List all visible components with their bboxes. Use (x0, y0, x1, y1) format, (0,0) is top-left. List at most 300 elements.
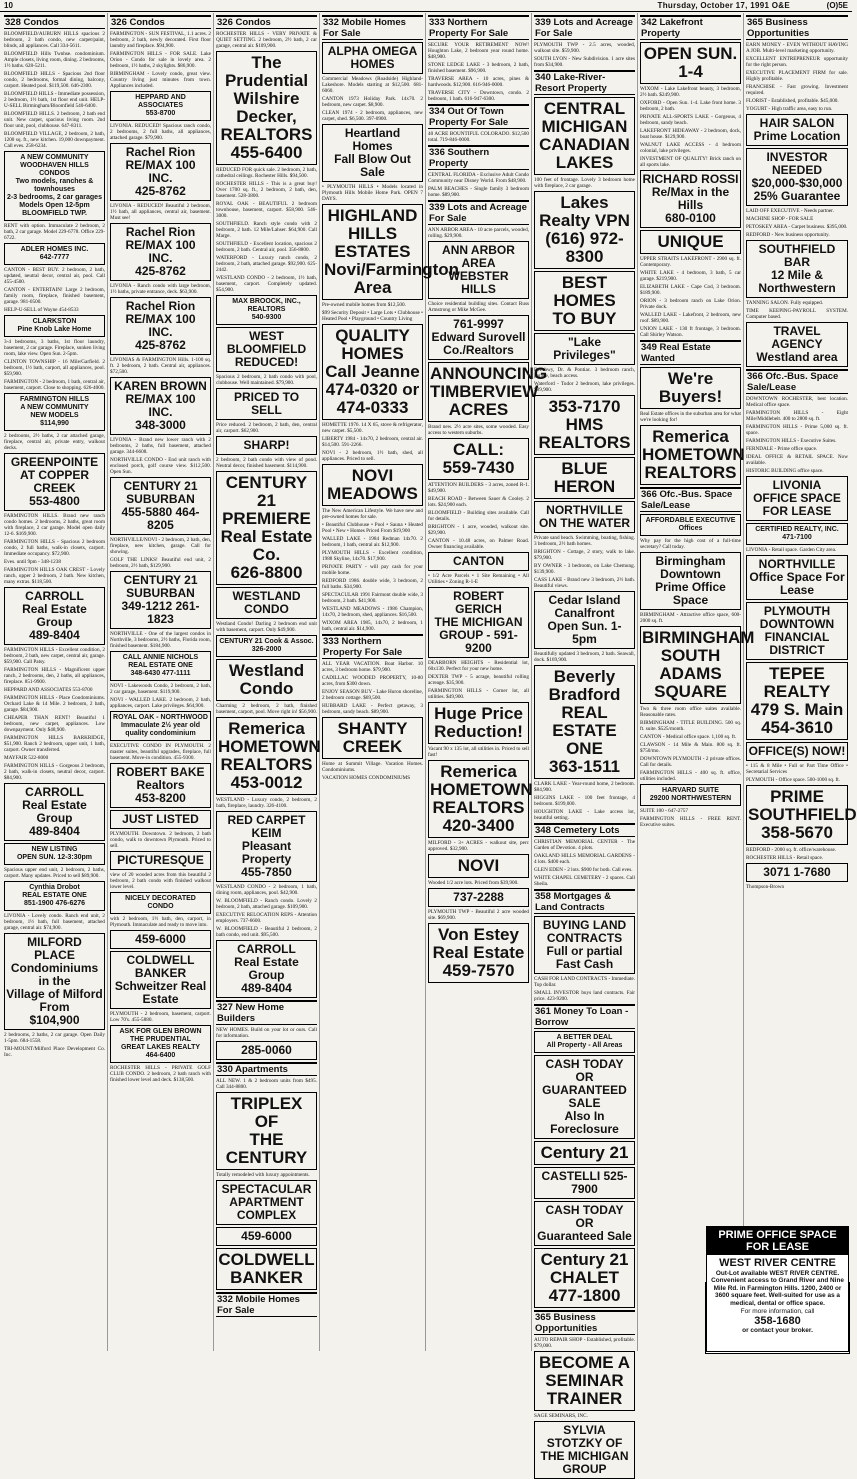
display-ad (322, 204, 460, 300)
ad-line: CARROLL (237, 942, 296, 956)
ad-line: TO BUY (552, 309, 617, 328)
promo-body: Out-Lot available WEST RIVER CENTRE. Convenient access to Grand River and Nine Mile Rd. in Farmington Hills. 1200, 2400 or 3600 square feet. Well-suited for use as a medical, dental or office space. (711, 1270, 844, 1307)
listing-text: EXECUTIVE CONDO IN PLYMOUTH. 2 master suites, beautiful upgrades, fireplace, full basement. Move-in condition. 455-9300. (110, 743, 211, 761)
ad-line: NORTHVILLE (758, 557, 836, 571)
ad-line: MILFORD PLACE (27, 935, 82, 962)
classified-listing (534, 867, 635, 873)
ad-line: OFFICE(S) NOW! (748, 744, 846, 758)
classified-listing (640, 142, 741, 154)
classified-listing (110, 557, 211, 569)
ad-line: CANTON (452, 554, 505, 568)
classified-listing (322, 184, 423, 202)
ad-line: 425-8762 (135, 338, 186, 352)
ad-line: 425-8762 (135, 184, 186, 198)
classified-listing (428, 482, 529, 494)
listing-text: WALLED LAKE - Lakefront, 2 bedroom, new roof. $89,900. (640, 312, 741, 324)
classified-listing (110, 697, 211, 709)
ad-line: Cynthia Drobot (29, 884, 80, 891)
ad-line: SOUTHFIELD BAR (758, 242, 836, 269)
classified-column (2, 13, 108, 1351)
listing-text: PLYMOUTH HILLS - Excellent condition, 1988 Skyline, 14x70. $17,900. (322, 550, 423, 562)
classified-listing (216, 703, 317, 715)
classified-listing (322, 564, 423, 576)
listing-text: LAKEFRONT HIDEAWAY - 2 bedroom, dock, boat house. $129,900. (640, 128, 741, 140)
listing-text: NOVI - WALLED LAKE. 2 bedroom, 2 bath, appliances, carport. Lake privileges. $64,900. (110, 697, 211, 709)
listing-text: CANTON - Medical office space. 1,100 sq. ft. (640, 734, 737, 740)
display-ad (216, 436, 317, 455)
display-ad (640, 514, 741, 536)
classified-listing (322, 550, 423, 562)
classified-listing (216, 275, 317, 293)
listing-text: Beechwy, Dr. & Pontiac. 3 bedroom ranch, garage, beach access. (534, 367, 635, 379)
ad-line: CENTURY 21 (225, 473, 308, 510)
classified-column (638, 13, 755, 1351)
ad-line: Edward Surovell Co./Realtors (431, 330, 526, 357)
section-heading: 328 Condos (4, 15, 105, 29)
ad-line: Lakes Realty VPN (539, 193, 630, 230)
classified-listing (428, 510, 529, 522)
ad-line: 3071 1-7680 (763, 865, 831, 879)
display-ad (534, 457, 635, 499)
listing-text: HISTORIC BUILDING office space. (746, 468, 824, 474)
listing-text: PALM BEACHES - Single family 3 bedroom home. $89,900. (428, 186, 529, 198)
classified-listing (4, 51, 105, 69)
classified-listing (746, 855, 848, 861)
ad-line: RE/MAX 100 INC. (125, 312, 196, 339)
ad-line: Rachel Rion (125, 225, 196, 239)
listing-text: CANTON 1973 Holiday Park. 14x70. 2 bedroom, new carpet. $8,900. (322, 96, 423, 108)
listing-text: DEARBORN HEIGHTS - Residential lot, 60x130. Perfect for your new home. (428, 660, 529, 672)
display-ad (110, 377, 211, 435)
classified-listing (110, 683, 211, 695)
classified-listing (4, 359, 105, 377)
section-heading: 327 New Home Builders (216, 1000, 317, 1025)
listing-text: Spacious 2 bedroom, 2 bath condo with pool, clubhouse. Well maintained. $79,900. (216, 374, 317, 386)
columns-container (2, 13, 857, 1476)
display-ad (4, 783, 105, 841)
display-ad (216, 1227, 317, 1246)
classified-column (744, 13, 857, 1351)
ad-line: ROBERT GERICH (453, 589, 504, 616)
classified-listing (216, 422, 317, 434)
ad-line: PRIME SOUTHFIELD (748, 787, 857, 824)
ad-line: 479 S. Main (750, 700, 844, 719)
listing-text: VACATION HOMES CONDOMINIUMS (322, 775, 411, 781)
display-ad (4, 843, 105, 865)
listing-text: ATTENTION BUILDERS - 3 acres, zoned R-1. $49,900. (428, 482, 529, 494)
classified-listing (4, 1032, 105, 1044)
display-ad (534, 1248, 635, 1308)
display-ad (746, 662, 848, 740)
listing-text: TRAVERSE AREA - 10 acres, pines & hardwoods. $12,900. 616-946-0000. (428, 76, 529, 88)
classified-listing (216, 797, 317, 809)
classified-listing (322, 450, 423, 462)
classified-listing (4, 559, 105, 565)
listing-text: LIVONIA - Brand new lower ranch with 2 bedrooms, 2 baths, full basement, attached garage. 344-6608. (110, 437, 211, 455)
classified-listing (640, 114, 741, 126)
listing-text: YOGURT - High traffic area, easy to run. (746, 106, 833, 112)
ad-line: 553-8700 (145, 110, 176, 117)
ad-line: BEST HOMES (553, 273, 616, 310)
listing-text: ELIZABETH LAKE - Cape Cod, 3 bedroom. $189,900. (640, 284, 741, 296)
classified-listing (640, 256, 741, 268)
ad-line: "Lake Privileges" (553, 335, 616, 362)
display-ad (746, 322, 848, 367)
classified-listing (322, 110, 423, 122)
promo-headline-1: PRIME OFFICE SPACE (718, 1229, 837, 1241)
classified-listing (746, 446, 848, 452)
ad-line: Heartland Homes (344, 126, 401, 153)
display-ad (216, 717, 321, 795)
listing-text: LIVONIA - Retail space. Garden City area. (746, 547, 837, 553)
listing-text: CANTON - BEST BUY. 2 bedroom, 2 bath, updated, neutral decor, central air, pool. Call 455-4500. (4, 267, 105, 285)
ad-line: CALL ANNIE NICHOLS (122, 654, 199, 661)
listing-text: PLYMOUTH TWP - Beautiful 2 acre wooded site. $69,900. (428, 909, 529, 921)
listing-text: FARMINGTON HILLS - FREE RENT. Executive suites. (640, 816, 741, 828)
ad-line: Immaculate 2½ year old quality condominium (121, 722, 200, 737)
ad-line: Real Estate Group (234, 955, 299, 982)
classified-listing (216, 167, 317, 179)
classified-column (426, 13, 548, 1351)
ad-line: 455-5880 464-8205 (121, 505, 200, 532)
listing-text: SOUTHFIELD. Ranch style condo with 2 bedroom, 2 bath. 12 Mile/Lahser. $64,900. Call Marge. (216, 221, 317, 239)
display-ad (428, 315, 529, 360)
listing-text: FERNDALE - Prime office space. (746, 446, 818, 452)
listing-text: EXECUTIVE PLACEMENT FIRM for sale. Highly profitable. (746, 70, 848, 82)
display-ad (534, 665, 635, 779)
ad-line: Birmingham Downtown (655, 554, 726, 581)
listing-text: 2 bedroom, 2 bath condo with view of pond. Neutral decor, finished basement. $114,900. (216, 457, 317, 469)
display-ad (110, 651, 211, 681)
ad-line: 29200 NORTHWESTERN (649, 795, 732, 802)
classified-listing (534, 1413, 635, 1419)
ad-line: BUYING LAND CONTRACTS (542, 918, 627, 945)
classified-listing (216, 201, 317, 219)
listing-text: AUTO REPAIR SHOP - Established, profitable. $79,000. (534, 1337, 635, 1349)
display-ad (110, 571, 211, 629)
ad-line: 455-6400 (230, 143, 303, 162)
classified-listing (428, 42, 529, 60)
classified-listing (746, 308, 848, 320)
ad-line: GUARANTEED SALE (542, 1083, 627, 1110)
ad-line: NEW LISTING (31, 846, 78, 853)
listing-text: CHRISTIAN MEMORIAL CENTER - The Garden of Devotion. 4 plots. (534, 839, 635, 851)
ad-line: QUALITY HOMES (335, 326, 410, 363)
listing-text: Two & three room office suites available. Reasonable rates. (640, 706, 741, 718)
ad-line: 285-0060 (241, 1043, 292, 1057)
ad-line: AT COPPER CREEK (19, 468, 90, 495)
ad-line: ROYAL OAK - NORTHWOOD (113, 714, 208, 721)
ad-line: $20,000-$30,000 (751, 176, 843, 190)
section-heading: 342 Lakefront Property (640, 15, 741, 40)
listing-text: MAYFAIR 522-8000 (4, 755, 49, 761)
listing-text: Waterford - Tudor 2 bedroom, lake privileges. $89,900. (534, 381, 635, 393)
display-ad (746, 863, 848, 882)
section-heading: 348 Cemetery Lots (534, 823, 635, 837)
listing-text: Charming 2 bedroom, 2 bath, finished basement, carport, pool. Move right in! $56,900. (216, 703, 317, 715)
listing-text: • Beautiful Clubhouse • Pool • Sauna • Heated Pool • New • Homes Priced From $19,900 (322, 522, 423, 534)
ad-line: 553-4800 (29, 494, 80, 508)
ad-line: A NEW COMMUNITY (20, 404, 89, 411)
display-ad (216, 1248, 317, 1290)
classified-listing (428, 131, 529, 143)
listing-text: Why pay for the high cost of a full-time secretary? Call today. (640, 538, 741, 550)
classified-listing (322, 536, 423, 548)
ad-line: Two models, ranches & townhouses (15, 178, 94, 193)
classified-listing (746, 232, 848, 238)
display-ad (216, 388, 317, 420)
classified-listing (216, 457, 317, 469)
ad-line: HOMETOWN REALTORS (218, 737, 321, 774)
ad-line: WEST BLOOMFIELD (226, 329, 307, 356)
listing-text: NORTHVILLE - One of the largest condos in Northville, 3 bedrooms, 2½ baths, Florida room, finished basement. $184,900. (110, 631, 211, 649)
display-ad (746, 555, 848, 600)
section-heading: 336 Southern Property (428, 145, 529, 170)
ad-line: 363-1511 (549, 757, 620, 776)
display-ad (110, 711, 211, 741)
listing-text: HIGGINS LAKE - 100 feet frontage, 4 bedroom. $199,000. (534, 795, 635, 807)
ad-line: Call Jeanne (325, 362, 420, 381)
classified-listing (640, 734, 741, 740)
listing-text: SOUTHFIELD - Excellent location, spacious 2 bedroom, 2 bath. Central air, pool. 356-8800. (216, 241, 317, 253)
classified-listing (534, 381, 635, 393)
ad-line: ROBERT BAKE (116, 765, 205, 779)
section-heading: 361 Money To Loan - Borrow (534, 1004, 635, 1029)
ad-line: We're Buyers! (658, 369, 723, 406)
classified-listing (428, 172, 529, 184)
ad-line: SPECTACULAR (221, 1182, 312, 1196)
classified-listing (640, 720, 741, 732)
classified-listing (322, 310, 423, 322)
ad-line: Remerica (440, 762, 517, 781)
ad-line: 12 Mile & Northwestern (758, 268, 836, 295)
listing-text: FLORIST - Established, profitable. $45,000. (746, 98, 839, 104)
listing-text: REDFORD 1986. double wide, 3 bedroom, 2 full baths. $34,900. (322, 578, 423, 590)
ad-line: CENTRAL MICHIGAN (541, 99, 628, 136)
ad-line: 761-9997 (453, 317, 504, 331)
section-heading: 339 Lots and Acreage For Sale (428, 200, 529, 225)
listing-text: WATERFORD - Luxury ranch condo, 2 bedroom, 2 bath, attached garage. $92,900. 625-2442. (216, 255, 317, 273)
ad-line: BIRMINGHAM (642, 628, 755, 647)
display-ad (428, 438, 529, 480)
ad-line: OR (575, 1216, 594, 1230)
listing-text: NORTHVILLE CONDO - End unit ranch with enclosed porch, golf course view. $112,500. Open Sun. (110, 457, 211, 475)
display-ad (534, 1167, 635, 1199)
listing-text: WALLED LAKE - 1984 Redman 14x70. 2 bedroom, 1 bath, central air. $12,900. (322, 536, 423, 548)
classified-listing (428, 62, 529, 74)
ad-line: DOWNTOWN FINANCIAL DISTRICT (759, 617, 835, 657)
listing-text: UPPER STRAITS LAKEFRONT - 2900 sq. ft. Contemporary. (640, 256, 741, 268)
listing-text: REDFORD - New business opportunity. (746, 232, 830, 238)
section-heading: 366 Ofc.-Bus. Space Sale/Lease (746, 369, 848, 394)
ad-line: 348-6430 477-1111 (130, 670, 191, 677)
display-ad (322, 324, 423, 420)
ad-line: INVESTOR NEEDED (766, 150, 828, 177)
display-ad (216, 471, 317, 585)
listing-text: UNION LAKE - 130 ft frontage, 3 bedroom. Call Shirley Watson. (640, 326, 741, 338)
ad-line: HEPPARD AND ASSOCIATES (135, 94, 186, 109)
classified-listing (746, 547, 848, 553)
ad-line: RE/MAX 100 INC. (125, 158, 196, 185)
ad-line: CALL: (453, 440, 504, 459)
display-ad (640, 170, 741, 228)
classified-column (214, 13, 320, 1351)
ad-line: RICHARD ROSSI (642, 172, 739, 186)
ad-line: 464-6400 (145, 1052, 176, 1059)
display-ad (110, 851, 211, 870)
ad-line: 642-7777 (39, 254, 70, 261)
listing-text: ENJOY SEASON BUY - Lake Huron shoreline, 2 bedroom cottage. $69,500. (322, 689, 423, 701)
ad-line: BECOME A (539, 1353, 630, 1372)
ad-line: CARROLL (25, 785, 84, 799)
ad-line: AFFORDABLE EXECUTIVE (645, 517, 736, 524)
ad-line: CENTURY 21 (123, 479, 198, 493)
classified-listing (746, 424, 848, 436)
ad-line: (616) 972-8300 (545, 229, 624, 266)
display-ad (110, 1025, 211, 1063)
display-ad (322, 464, 423, 506)
classified-listing (428, 301, 529, 313)
listing-text: GOLF THE LINKS! Beautiful end unit, 2 bedroom, 2½ bath, $129,900. (110, 557, 211, 569)
display-ad (746, 742, 848, 761)
ad-line: CASH TODAY (545, 1057, 624, 1071)
listing-text: BLOOMFIELD/AUBURN HILLS spacious 2 bedroom, 2 bath condo, new carpet/paint, blinds, all appliances. Call 334-5611. (4, 31, 105, 49)
section-heading: 349 Real Estate Wanted (640, 340, 741, 365)
classified-listing (428, 880, 529, 886)
display-ad (746, 114, 848, 146)
classified-listing (216, 898, 317, 910)
display-ad (534, 591, 635, 649)
classified-listing (4, 755, 105, 761)
ad-line: Novi/Farmington Area (324, 260, 460, 297)
classified-listing (322, 76, 423, 94)
display-ad (216, 1092, 317, 1170)
classified-listing (640, 612, 741, 624)
listing-text: EXCELLENT ENTREPRENEUR opportunity for the right person. (746, 56, 848, 68)
ad-line: Realtors (136, 778, 185, 792)
ad-line: Cedar Island Canalfront (548, 593, 621, 620)
listing-text: Eves. until 9pm - 348-1238 (4, 559, 61, 565)
ad-line: Wilshire Decker, (233, 89, 300, 126)
listing-text: SOUTH LYON - New Subdivision. 1 acre sites from $34,900. (534, 56, 635, 68)
classified-listing (4, 339, 105, 357)
classified-listing (746, 42, 848, 54)
display-ad (216, 1180, 317, 1225)
ad-line: Open Sun. 1-5pm (547, 619, 622, 646)
classified-listing (322, 675, 423, 687)
classified-listing (428, 538, 529, 550)
listing-text: BIRMINGHAM - Lovely condo, great view. Country living just minutes from town. Appliances included. (110, 71, 211, 89)
display-ad (4, 587, 105, 645)
classified-listing (640, 808, 741, 814)
listing-text: OAKLAND HILLS MEMORIAL GARDENS - 4 lots. $400 each. (534, 853, 635, 865)
ad-line: Guaranteed Sale (537, 1229, 632, 1243)
listing-text: view of 20 wooded acres from this beautiful 2 bedroom, 2 bath condo with finished walkout lower level. (110, 872, 211, 890)
ad-line: KAREN BROWN (114, 379, 207, 393)
ad-line: 680-0100 (665, 211, 716, 225)
classified-listing (428, 76, 529, 88)
classified-listing (110, 31, 211, 49)
listing-text: FARMINGTON HILLS OAK CREST - Lovely ranch, upper 2 bedroom, 2 bath. New kitchen, many extras. $118,500. (4, 567, 105, 585)
ad-line: Westland area (756, 350, 838, 364)
ad-line: 25% Guarantee (753, 189, 841, 203)
display-ad (110, 91, 211, 121)
listing-text: LIVONIA - Lovely condo. Ranch end unit, 2 bedroom, 1½ bath, full basement, attached garage, central air. $74,900. (4, 913, 105, 931)
display-ad (534, 1055, 635, 1139)
listing-text: PLYMOUTH. Downtown. 2 bedroom, 2 bath condo, walk to downtown Plymouth. Priced to sell. (110, 831, 211, 849)
classified-listing (640, 298, 741, 310)
listing-text: PLYMOUTH TWP - 2.5 acres, wooded, walkout site. $59,900. (534, 42, 635, 54)
promo-headline-2: FOR LEASE (746, 1241, 809, 1253)
listing-text: BY OWNER - 3 bedroom, on Lake Chemung. $139,900. (534, 563, 635, 575)
promo-title: WEST RIVER CENTRE (719, 1257, 836, 1269)
ad-line: 459-6000 (241, 1229, 292, 1243)
ad-line: 349-1212 261-1823 (121, 599, 200, 626)
listing-text: • 115 & 8 Mile • Full or Part Time Office • Secretarial Services (746, 763, 848, 775)
display-ad (640, 425, 745, 485)
ad-line: 459-6000 (135, 932, 186, 946)
classified-listing (4, 513, 105, 537)
ad-line: Rachel Rion (125, 145, 196, 159)
section-heading: 340 Lake-River-Resort Property (534, 70, 635, 95)
ad-line: TRIPLEX OF (230, 1094, 303, 1131)
classified-listing (216, 31, 317, 49)
ad-line: Huge Price (434, 704, 523, 723)
ad-line: Schweitzer Real Estate (114, 979, 207, 1006)
listing-text: TRI-MOUNT/Milford Place Development Co. Inc. (4, 1046, 105, 1058)
display-ad (216, 295, 317, 325)
classified-listing (746, 70, 848, 82)
display-ad (640, 367, 741, 409)
listing-text: OXFORD - Open Sun. 1-4. Lake front home. 3 bedroom, 2 bath. (640, 100, 741, 112)
promo-phone[interactable]: 358-1680 (754, 1315, 801, 1328)
section-code: (O)5E (826, 1, 848, 10)
promo-ad[interactable] (705, 1282, 850, 1354)
ad-line: PICTURESQUE (117, 853, 204, 867)
display-ad (640, 230, 741, 254)
ad-line: NICELY DECORATED (125, 895, 196, 902)
listing-text: LAID OFF EXECUTIVE - Needs partner. (746, 208, 834, 214)
listing-text: STONE LEDGE LAKE - 3 bedroom, 2 bath, finished basement. $96,900. (428, 62, 529, 74)
ad-line: CENTURY 21 Cook & Assoc. (219, 638, 314, 645)
ad-line: 489-8404 (241, 981, 292, 995)
classified-listing (534, 651, 635, 663)
ad-line: 425-8762 (135, 264, 186, 278)
ad-line: WEBSTER HILLS (448, 269, 509, 296)
classified-listing (534, 367, 635, 379)
listing-text: ORION - 3 bedroom ranch on Lake Orion. Private dock. (640, 298, 741, 310)
ad-line: REALTORS (220, 125, 313, 144)
display-ad (4, 315, 105, 337)
classified-listing (746, 763, 848, 775)
classified-listing (4, 735, 105, 753)
listing-text: CANTON - ENTERTAIN! Large 2 bedroom, family room, fireplace, finished basement, garage. 981-0500. (4, 287, 105, 305)
ad-line: WOODHAVEN HILLS CONDOS (20, 162, 89, 177)
classified-listing (534, 56, 635, 68)
classified-listing (746, 396, 848, 408)
ad-line: 851-1900 476-6276 (23, 900, 86, 907)
listing-text: Westland Condo! Darling 2 bedroom end unit with basement, carport. Only $49,900. (216, 621, 317, 633)
ad-line: 737-2288 (453, 890, 504, 904)
ad-line: 2-3 bedrooms, 2 car garages (7, 194, 102, 201)
classified-listing (534, 795, 635, 807)
classified-listing (4, 307, 105, 313)
listing-text: BLOOMFIELD HILLS. 2 bedroom, 2 bath end unit. New carpet, spacious living room. 2nd floor unit, pool, clubhouse. 647-8311. (4, 111, 105, 129)
listing-text: REDFORD - 2000 sq. ft. office/warehouse. (746, 847, 837, 853)
listing-text: BLOOMFIELD Hills Twnhse. condominium. Ample closets, living room, dining. 2 bedrooms, 1½ baths. 628-5211. (4, 51, 105, 69)
ad-line: REAL ESTATE ONE (552, 703, 617, 758)
classified-listing (110, 437, 211, 455)
